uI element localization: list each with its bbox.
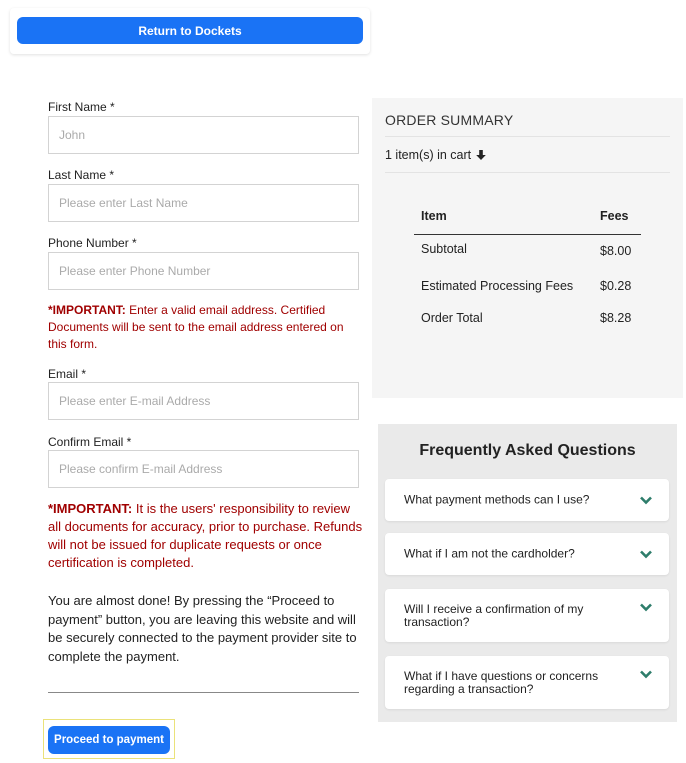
row-item: Subtotal bbox=[421, 242, 467, 256]
cart-toggle[interactable] bbox=[385, 148, 487, 162]
item-column-header: Item bbox=[421, 209, 447, 223]
last-name-label: Last Name * bbox=[48, 168, 115, 182]
confirm-email-label: Confirm Email * bbox=[48, 435, 132, 449]
faq-question: What if I have questions or concerns regarding a transaction? bbox=[404, 668, 599, 696]
faq-title: Frequently Asked Questions bbox=[419, 442, 636, 459]
faq-question: Will I receive a confirmation of my transaction? bbox=[404, 601, 584, 629]
email-important-notice bbox=[48, 302, 363, 353]
important-label: *IMPORTANT: bbox=[48, 303, 126, 317]
return-card bbox=[10, 8, 370, 54]
faq-question: What if I am not the cardholder? bbox=[404, 546, 575, 561]
proceed-focus-outline bbox=[43, 719, 175, 759]
order-summary-title: ORDER SUMMARY bbox=[385, 112, 514, 128]
fees-column-header: Fees bbox=[600, 209, 629, 223]
chevron-down-icon bbox=[640, 550, 652, 559]
faq-item-payment-methods[interactable] bbox=[385, 479, 669, 521]
arrow-down-icon bbox=[475, 149, 487, 161]
divider bbox=[385, 172, 670, 173]
email-label: Email * bbox=[48, 367, 87, 381]
order-table-header bbox=[414, 206, 641, 235]
row-item: Order Total bbox=[421, 311, 483, 325]
chevron-down-icon bbox=[640, 603, 652, 612]
table-row bbox=[414, 305, 641, 335]
first-name-label: First Name * bbox=[48, 100, 115, 114]
chevron-down-icon bbox=[640, 670, 652, 679]
confirm-email-input[interactable] bbox=[48, 450, 359, 488]
almost-done-message: You are almost done! By pressing the “Proceed to payment” button, you are leaving this website and will be securely connected to the payment provider site to complete the payment. bbox=[48, 593, 357, 664]
table-row bbox=[414, 235, 641, 271]
row-fee: $0.28 bbox=[600, 279, 632, 293]
divider bbox=[385, 136, 670, 137]
chevron-down-icon bbox=[640, 496, 652, 505]
important-text: It is the users' responsibility to review all documents for accuracy, prior to purchase. Refunds will not be issued for duplicate requests or once certification is completed. bbox=[48, 501, 363, 570]
phone-number-input[interactable] bbox=[48, 252, 359, 290]
email-input[interactable] bbox=[48, 382, 359, 420]
review-important-notice bbox=[48, 500, 363, 572]
row-fee: $8.28 bbox=[600, 311, 632, 325]
last-name-input[interactable] bbox=[48, 184, 359, 222]
faq-panel bbox=[378, 424, 677, 722]
return-to-dockets-button[interactable]: Return to Dockets bbox=[17, 17, 363, 44]
important-label: *IMPORTANT: bbox=[48, 501, 133, 516]
first-name-input[interactable] bbox=[48, 116, 359, 154]
faq-item-confirmation[interactable] bbox=[385, 589, 669, 642]
cart-count: 1 item(s) in cart bbox=[385, 148, 472, 162]
faq-question: What payment methods can I use? bbox=[404, 492, 590, 507]
table-row bbox=[414, 271, 641, 305]
phone-number-label: Phone Number * bbox=[48, 236, 137, 250]
proceed-to-payment-button[interactable]: Proceed to payment bbox=[48, 726, 170, 754]
form-divider bbox=[48, 692, 359, 693]
row-fee: $8.00 bbox=[600, 244, 632, 258]
order-table bbox=[414, 206, 641, 335]
row-item: Estimated Processing Fees bbox=[421, 279, 574, 293]
order-summary-panel bbox=[372, 98, 683, 398]
faq-item-questions-concerns[interactable] bbox=[385, 656, 669, 709]
faq-item-not-cardholder[interactable] bbox=[385, 533, 669, 575]
important-text: Enter a valid email address. Certified Documents will be sent to the email address entered on this form. bbox=[48, 303, 344, 351]
